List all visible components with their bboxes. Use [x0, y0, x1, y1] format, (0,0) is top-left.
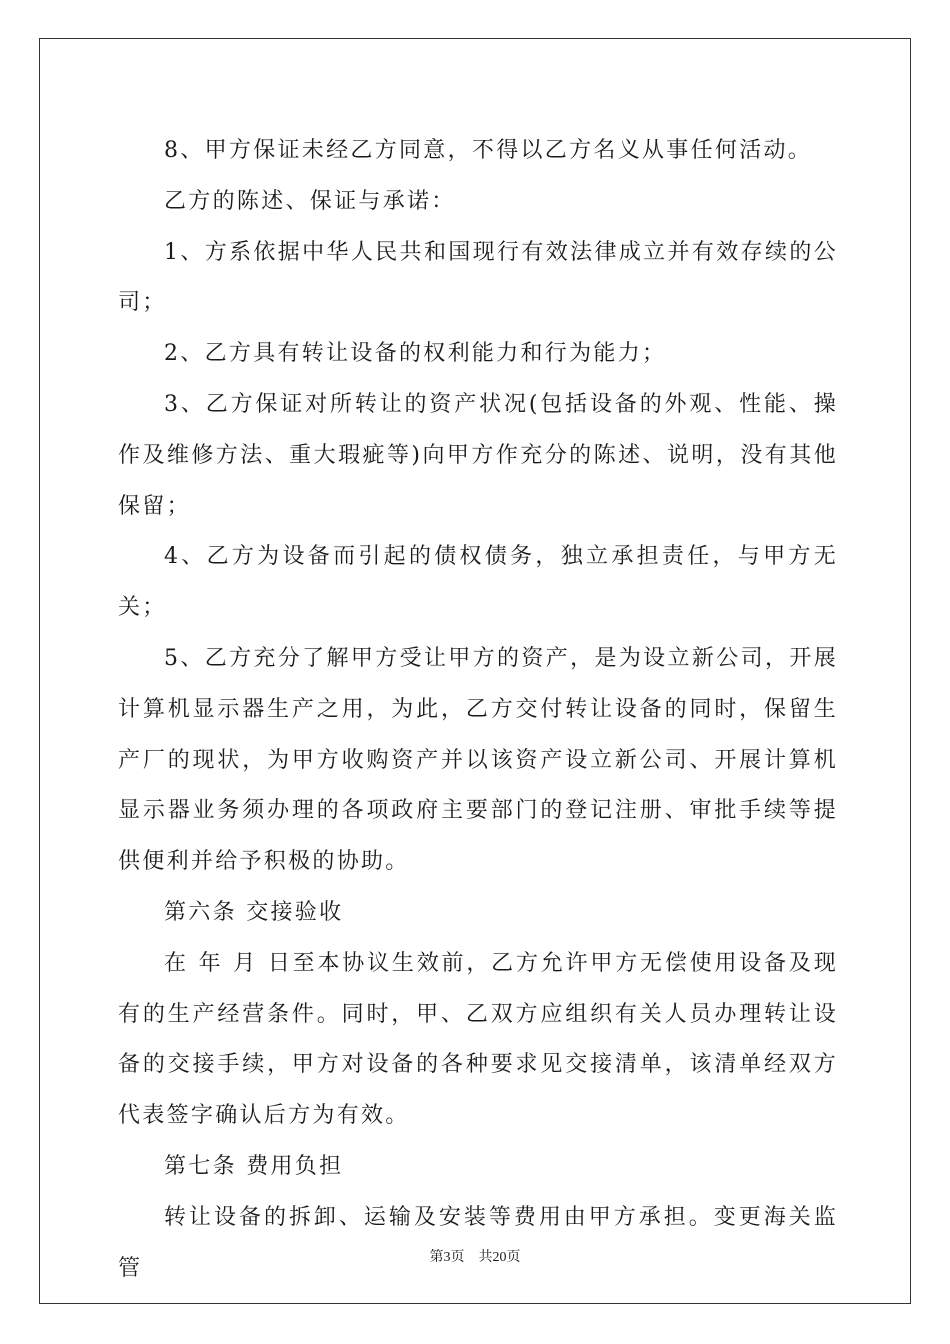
- section-heading: 第七条 费用负担: [164, 1153, 344, 1179]
- paragraph: 转让设备的拆卸、运输及安装等费用由甲方承担。变更海关监管: [118, 1204, 838, 1281]
- paragraph: 1、方系依据中华人民共和国现行有效法律成立并有效存续的公司；: [118, 239, 838, 316]
- paragraph: 3、乙方保证对所转让的资产状况(包括设备的外观、性能、操作及维修方法、重大瑕疵等)向甲方作充分的陈述、说明，没有其他保留；: [118, 391, 838, 519]
- paragraph: 8、甲方保证未经乙方同意，不得以乙方名义从事任何活动。: [164, 138, 813, 163]
- paragraph: 在 年 月 日至本协议生效前，乙方允许甲方无偿使用设备及现有的生产经营条件。同时，甲、乙双方应组织有关人员办理转让设备的交接手续，甲方对设备的各种要求见交接清单，该清单经双方代表签字确认后方为有效。: [118, 950, 838, 1129]
- page-footer: [0, 1246, 950, 1266]
- page-number: 第3页: [429, 1250, 465, 1265]
- document-body: [118, 126, 838, 1294]
- section-heading: 第六条 交接验收: [164, 899, 344, 925]
- page-total: 共20页: [478, 1250, 521, 1265]
- paragraph: 2、乙方具有转让设备的权利能力和行为能力；: [164, 341, 667, 367]
- paragraph: 5、乙方充分了解甲方受让甲方的资产，是为设立新公司，开展计算机显示器生产之用，为此，乙方交付转让设备的同时，保留生产厂的现状，为甲方收购资产并以该资产设立新公司、开展计算机显示器业务须办理的各项政府主要部门的登记注册、审批手续等提供便利并给予积极的协助。: [118, 645, 838, 875]
- paragraph: 乙方的陈述、保证与承诺：: [164, 188, 456, 214]
- paragraph: 4、乙方为设备而引起的债权债务，独立承担责任，与甲方无关；: [118, 544, 838, 621]
